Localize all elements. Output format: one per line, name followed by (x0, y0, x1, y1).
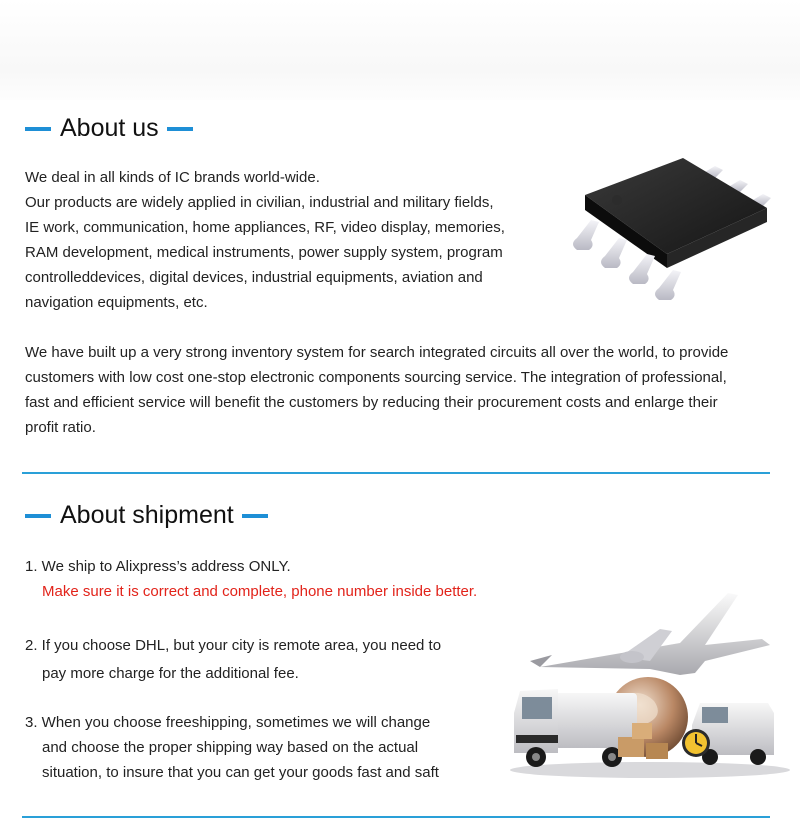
heading-dash-left (25, 127, 51, 131)
intro-line: Our products are widely applied in civilian, industrial and military fields, (25, 194, 494, 211)
about-us-intro (25, 165, 545, 315)
heading-dash-right (167, 127, 193, 131)
about-us-title: About us (60, 114, 159, 142)
shipment-item-3-line2: and choose the proper shipping way based on the actual (42, 739, 419, 756)
shipment-item-1 (25, 554, 477, 604)
about-shipment-title: About shipment (60, 501, 234, 529)
heading-dash-right (242, 514, 268, 518)
intro-line: We deal in all kinds of IC brands world-wide. (25, 169, 320, 186)
shipment-item-1-note: Make sure it is correct and complete, phone number inside better. (42, 583, 478, 600)
shipment-item-3-line3: situation, to insure that you can get your goods fast and saft (42, 764, 439, 781)
shipment-item-1-text: 1. We ship to Alixpress’s address ONLY. (25, 558, 291, 575)
shipment-item-2-line1: 2. If you choose DHL, but your city is remote area, you need to (25, 637, 442, 654)
intro-line: IE work, communication, home appliances, RF, video display, memories, (25, 219, 505, 236)
ic-chip-icon (555, 150, 780, 310)
shipping-illustration-icon (500, 585, 790, 785)
about-shipment-heading (25, 501, 268, 530)
intro-line: RAM development, medical instruments, power supply system, program (25, 244, 503, 261)
about-us-heading (25, 114, 193, 143)
section-divider (22, 472, 770, 474)
about-us-body (25, 340, 775, 440)
top-banner-fade (0, 0, 800, 100)
section-divider-bottom (22, 816, 770, 818)
heading-dash-left (25, 514, 51, 518)
shipment-item-2 (25, 632, 441, 688)
shipment-item-3-line1: 3. When you choose freeshipping, sometimes we will change (25, 714, 431, 731)
body-line: customers with low cost one-stop electronic components sourcing service. The integration of professional, (25, 369, 727, 386)
intro-line: controlleddevices, digital devices, industrial equipments, aviation and (25, 269, 483, 286)
intro-line: navigation equipments, etc. (25, 294, 208, 311)
shipment-item-2-line2: pay more charge for the additional fee. (42, 665, 299, 682)
body-line: We have built up a very strong inventory system for search integrated circuits all over the world, to provide (25, 344, 729, 361)
body-line: fast and efficient service will benefit the customers by reducing their procurement costs and enlarge their (25, 394, 718, 411)
shipment-item-3 (25, 710, 439, 785)
body-line: profit ratio. (25, 419, 96, 436)
